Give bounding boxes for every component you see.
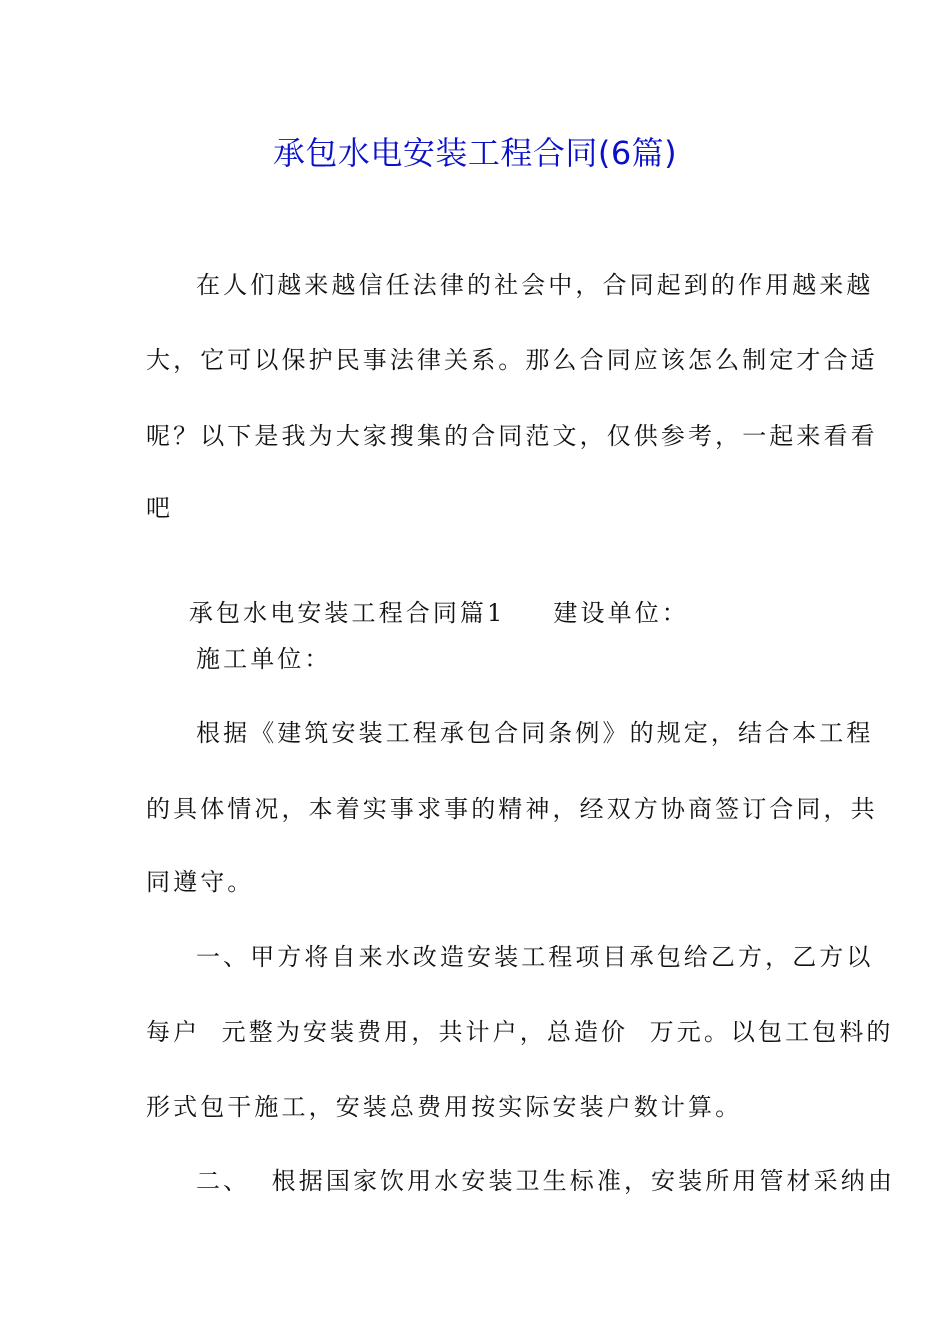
clause-line: 一、甲方将自来水改造安装工程项目承包给乙方，乙方以	[196, 943, 874, 971]
document-title: 承包水电安装工程合同(6篇)	[272, 134, 678, 172]
party-b-label: 施工单位：	[196, 645, 332, 673]
paragraph-line: 大，它可以保护民事法律关系。那么合同应该怎么制定才合适	[146, 346, 878, 374]
clause-line: 形式包干施工，安装总费用按实际安装户数计算。	[146, 1093, 743, 1121]
paragraph-line: 吧	[146, 494, 174, 522]
party-a-label: 建设单位：	[553, 599, 689, 627]
paragraph-line: 在人们越来越信任法律的社会中，合同起到的作用越来越	[196, 271, 874, 299]
clause-line: 每户 元整为安装费用，共计户，总造价 万元。以包工包料的	[146, 1018, 894, 1046]
section-heading: 承包水电安装工程合同篇1	[188, 599, 506, 627]
paragraph-line: 呢？以下是我为大家搜集的合同范文，仅供参考，一起来看看	[146, 422, 878, 450]
paragraph-line: 同遵守。	[146, 868, 255, 896]
paragraph-line: 的具体情况，本着实事求事的精神，经双方协商签订合同，共	[146, 795, 878, 823]
paragraph-line: 根据《建筑安装工程承包合同条例》的规定，结合本工程	[196, 719, 874, 747]
clause-line: 二、 根据国家饮用水安装卫生标准，安装所用管材采纳由	[196, 1167, 895, 1195]
